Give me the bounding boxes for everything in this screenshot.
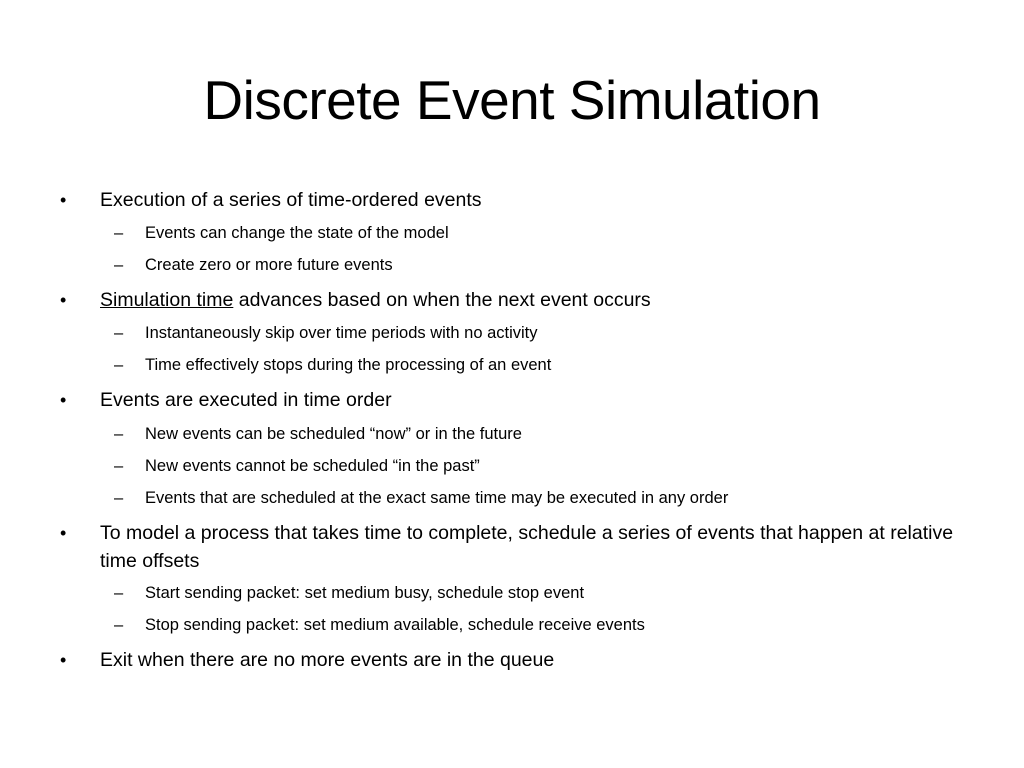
bullet-marker: • <box>60 650 67 670</box>
bullet-underlined-term: Simulation time <box>100 289 234 311</box>
sub-bullet-text: Instantaneously skip over time periods with no activity <box>145 324 538 342</box>
sub-bullet-text: Stop sending packet: set medium available, schedule receive events <box>145 616 645 634</box>
sub-bullet-text: Time effectively stops during the processing of an event <box>145 356 552 374</box>
slide-title: Discrete Event Simulation <box>203 69 821 131</box>
bullet-item <box>60 186 980 214</box>
bullet-marker: • <box>60 523 67 543</box>
bullet-marker: • <box>60 290 67 310</box>
sub-bullet-item <box>114 487 985 509</box>
dash-marker: – <box>114 356 124 374</box>
bullet-text: advances based on when the next event occurs <box>233 289 651 311</box>
sub-bullet-text: Start sending packet: set medium busy, schedule stop event <box>145 584 585 602</box>
dash-marker: – <box>114 584 124 602</box>
sub-bullet-item <box>114 254 985 276</box>
sub-bullet-item <box>114 222 985 244</box>
sub-bullet-item <box>114 354 985 376</box>
sub-bullet-text: Events that are scheduled at the exact same time may be executed in any order <box>145 489 729 507</box>
dash-marker: – <box>114 425 124 443</box>
dash-marker: – <box>114 616 124 634</box>
bullet-marker: • <box>60 190 67 210</box>
bullet-marker: • <box>60 390 67 410</box>
bullet-item <box>60 286 980 314</box>
dash-marker: – <box>114 224 124 242</box>
bullet-item <box>60 646 980 674</box>
bullet-item <box>60 519 980 575</box>
sub-bullet-item <box>114 322 985 344</box>
sub-bullet-item <box>114 582 985 604</box>
bullet-text: Execution of a series of time-ordered events <box>100 189 482 211</box>
bullet-item <box>60 386 980 414</box>
bullet-text: To model a process that takes time to complete, schedule a series of events that happen at relative time offsets <box>100 522 954 572</box>
sub-bullet-text: New events can be scheduled “now” or in the future <box>145 425 522 443</box>
dash-marker: – <box>114 324 124 342</box>
dash-marker: – <box>114 489 124 507</box>
sub-bullet-text: Create zero or more future events <box>145 256 393 274</box>
sub-bullet-item <box>114 614 985 636</box>
dash-marker: – <box>114 256 124 274</box>
sub-bullet-text: Events can change the state of the model <box>145 224 449 242</box>
dash-marker: – <box>114 457 124 475</box>
sub-bullet-text: New events cannot be scheduled “in the past” <box>145 457 480 475</box>
bullet-text: Exit when there are no more events are in the queue <box>100 649 555 671</box>
sub-bullet-item <box>114 423 985 445</box>
sub-bullet-item <box>114 455 985 477</box>
bullet-text: Events are executed in time order <box>100 389 392 411</box>
